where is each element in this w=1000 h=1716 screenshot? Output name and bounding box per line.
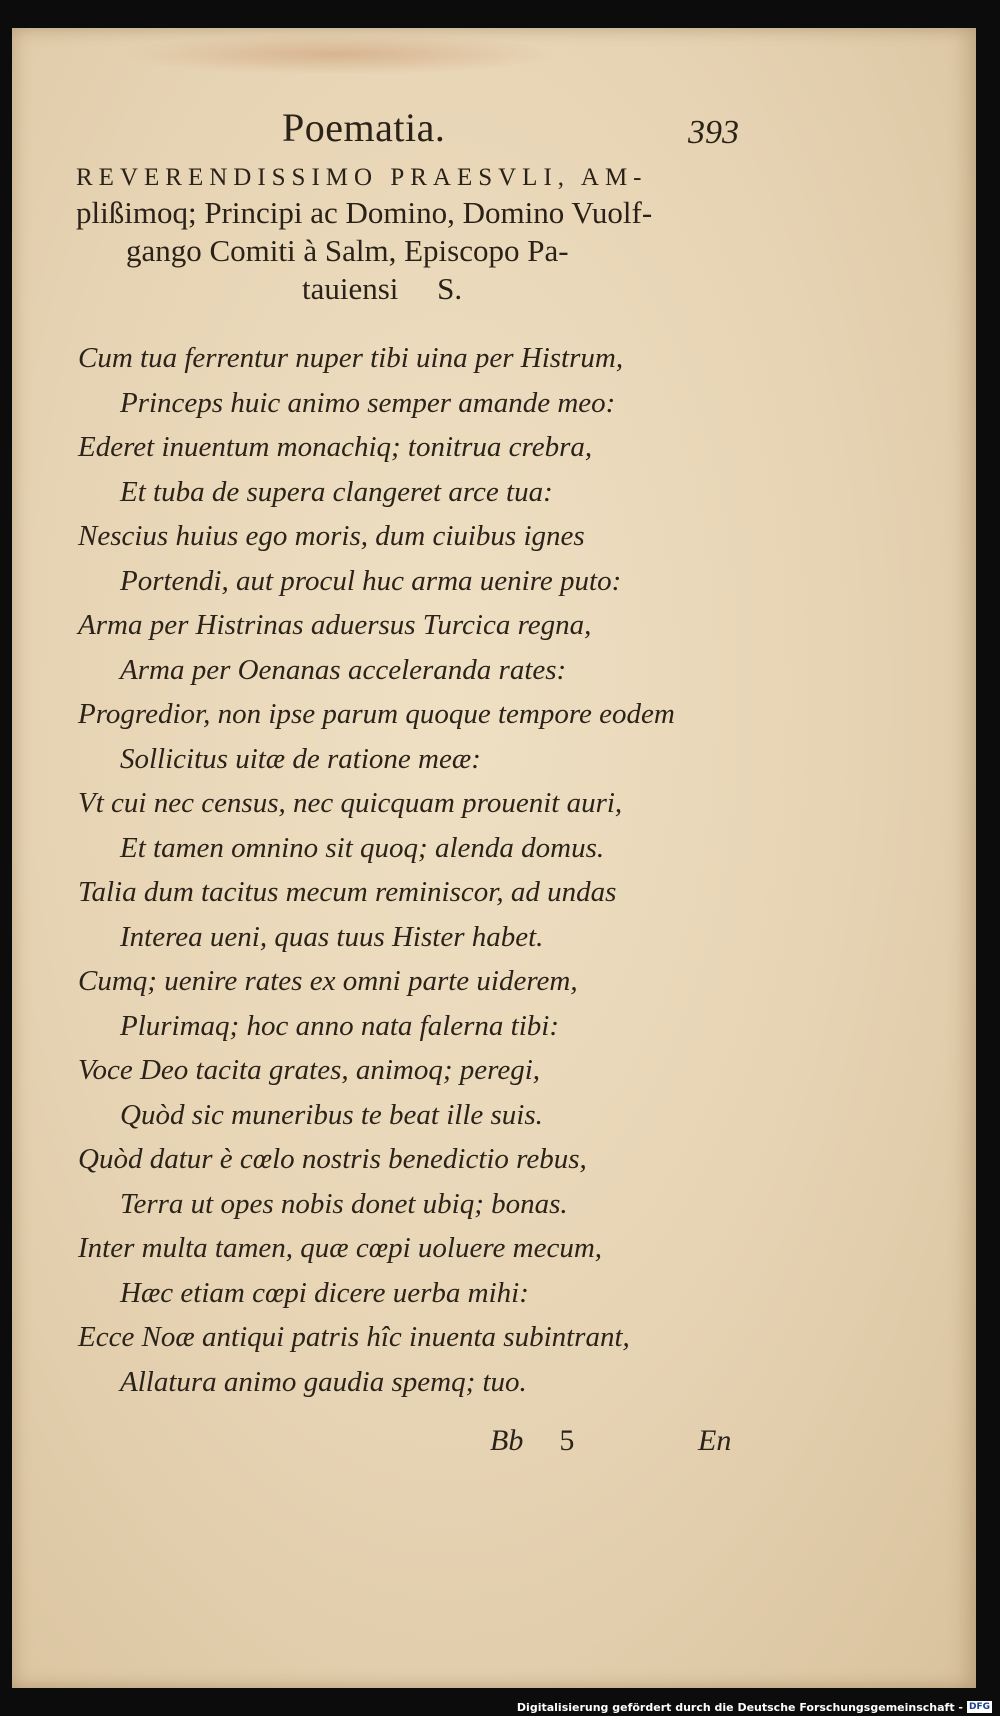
verse-line: Et tuba de supera clangeret arce tua:	[120, 475, 553, 508]
verse-line: Ederet inuentum monachiq; tonitrua crebra,	[78, 431, 593, 463]
signature-letters: Bb	[490, 1424, 524, 1457]
verse-line: Plurimaq; hoc anno nata falerna tibi:	[120, 1009, 559, 1042]
dfg-logo-icon: DFG	[968, 1702, 990, 1712]
verse-line: Sollicitus uitæ de ratione meæ:	[120, 742, 481, 775]
verse-line: Princeps huic animo semper amande meo:	[120, 386, 616, 419]
verse-line: Progredior, non ipse parum quoque tempore eodem	[78, 698, 675, 730]
verse-line: Quòd sic muneribus te beat ille suis.	[120, 1098, 543, 1131]
verse-line: Cumq; uenire rates ex omni parte uiderem,	[78, 965, 578, 997]
signature-mark	[490, 1424, 574, 1458]
verse-line: Vt cui nec census, nec quicquam prouenit auri,	[78, 787, 623, 819]
verse-line: Interea ueni, quas tuus Hister habet.	[120, 920, 544, 953]
verse-line: Nescius huius ego moris, dum ciuibus ignes	[78, 520, 585, 552]
page-stain	[122, 34, 552, 74]
catchword: En	[698, 1424, 732, 1457]
verse-line: Arma per Oenanas acceleranda rates:	[120, 653, 567, 686]
verse-line: Portendi, aut procul huc arma uenire puto:	[120, 564, 622, 597]
dedication-caps-line: REVERENDISSIMO PRAESVLI, AM-	[76, 164, 648, 191]
digitization-footer	[517, 1700, 992, 1714]
verse-line: Allatura animo gaudia spemq; tuo.	[120, 1365, 527, 1398]
verse-line: Inter multa tamen, quæ cœpi uoluere mecum,	[78, 1232, 603, 1264]
verse-line: Ecce Noæ antiqui patris hîc inuenta subintrant,	[78, 1321, 630, 1353]
verse-line: Terra ut opes nobis donet ubiq; bonas.	[120, 1187, 568, 1220]
running-head: Poematia.	[282, 105, 446, 150]
page-number: 393	[688, 114, 739, 151]
footer-text: Digitalisierung gefördert durch die Deutsche Forschungsgemeinschaft -	[516, 1700, 963, 1714]
verse-line: Quòd datur è cœlo nostris benedictio rebus,	[78, 1143, 587, 1175]
verse-line: Talia dum tacitus mecum reminiscor, ad undas	[78, 876, 617, 908]
dedication-line: plißimoq; Principi ac Domino, Domino Vuolf-	[76, 195, 653, 230]
verse-line: Hæc etiam cœpi dicere uerba mihi:	[120, 1276, 529, 1309]
dedication-line: gango Comiti à Salm, Episcopo Pa-	[126, 233, 569, 268]
dedication-line: tauiensi S.	[302, 271, 463, 306]
dedication-heading	[76, 164, 756, 308]
verse-line: Et tamen omnino sit quoq; alenda domus.	[120, 831, 605, 864]
verse-line: Voce Deo tacita grates, animoq; peregi,	[78, 1054, 541, 1086]
verse-line: Arma per Histrinas aduersus Turcica regna,	[78, 609, 592, 641]
signature-number: 5	[559, 1424, 575, 1457]
poem-body	[78, 336, 778, 1404]
verse-line: Cum tua ferrentur nuper tibi uina per Histrum,	[78, 342, 624, 374]
book-page	[12, 28, 976, 1688]
